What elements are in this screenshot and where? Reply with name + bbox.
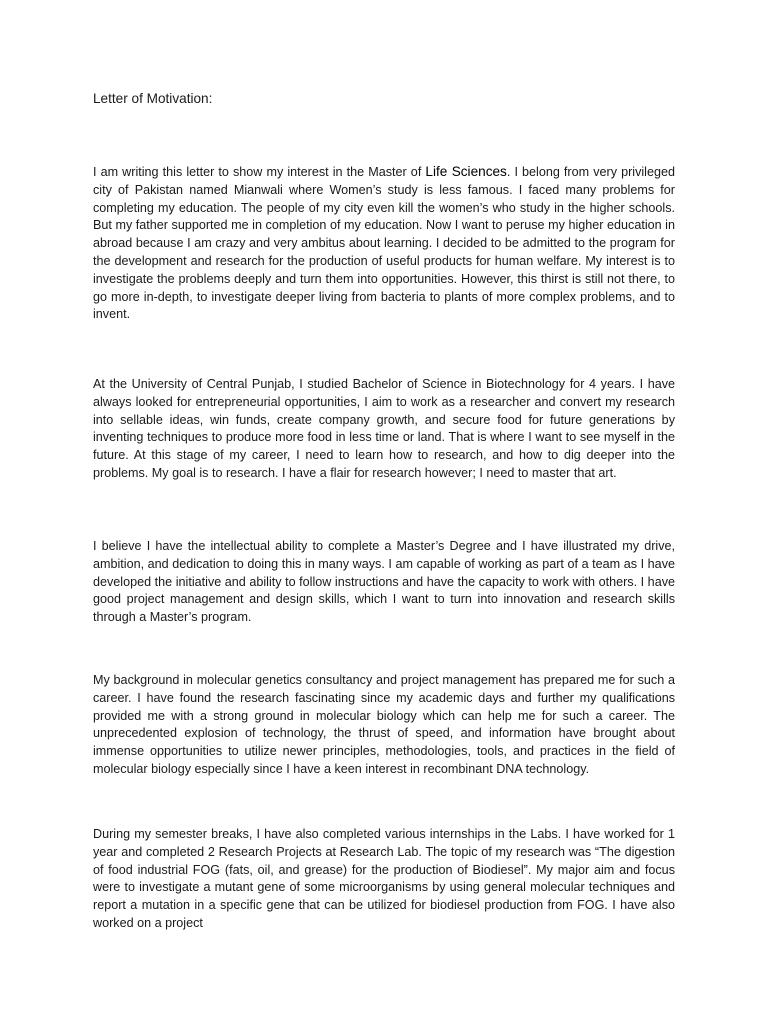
paragraph-background: My background in molecular genetics consultancy and project management has prepared me for such a career. I have found the research fascinating since my academic days and further my qualifications provided me with a strong ground in molecular biology which can help me for such a career. The unprecedented explosion of technology, the thrust of speed, and information have brought about immense opportunities to utilize newer principles, methodologies, tools, and practices in the field of molecular biology especially since I have a keen interest in recombinant DNA technology. bbox=[93, 673, 675, 776]
intro-text-start: I am writing this letter to show my interest in the Master of bbox=[93, 165, 426, 179]
paragraph-internships: During my semester breaks, I have also completed various internships in the Labs. I have worked for 1 year and completed 2 Research Projects at Research Lab. The topic of my research was “The digestion of food industrial FOG (fats, oil, and grease) for the production of Biodiesel”. My major aim and focus were to investigate a mutant gene of some microorganisms by using general molecular techniques and report a mutation in a specific gene that can be utilized for biodiesel production from FOG. I have also worked on a project bbox=[93, 827, 675, 930]
intro-text-rest: . I belong from very privileged city of Pakistan named Mianwali where Women’s study is less famous. I faced many problems for completing my education. The people of my city even kill the women’s who study in the higher schools. But my father supported me in completion of my education. Now I want to peruse my higher education in abroad because I am crazy and very ambitus about learning. I decided to be admitted to the program for the development and research for the production of useful products for human welfare. My interest is to investigate the problems deeply and turn them into opportunities. However, this thirst is still not there, to go more in-depth, to investigate deeper living from bacteria to plants of more complex problems, and to invent. bbox=[93, 165, 675, 322]
paragraph-introduction bbox=[93, 163, 675, 324]
letter-title: Letter of Motivation: bbox=[93, 91, 213, 106]
paragraph-abilities: I believe I have the intellectual ability to complete a Master’s Degree and I have illustrated my drive, ambition, and dedication to doing this in many ways. I am capable of working as part of a team as I have developed the initiative and ability to follow instructions and have the capacity to work with others. I have good project management and design skills, which I want to turn into innovation and research skills through a Master’s program. bbox=[93, 539, 675, 625]
paragraph-education: At the University of Central Punjab, I studied Bachelor of Science in Biotechnology for 4 years. I have always looked for entrepreneurial opportunities, I aim to work as a researcher and convert my research into sellable ideas, win funds, create company growth, and secure food for future generations by inventing techniques to produce more food in less time or land. That is where I want to see myself in the future. At this stage of my career, I need to learn how to research, and how to dig deeper into the problems. My goal is to research. I have a flair for research however; I need to master that art. bbox=[93, 377, 675, 480]
program-name: Life Sciences bbox=[425, 164, 507, 179]
